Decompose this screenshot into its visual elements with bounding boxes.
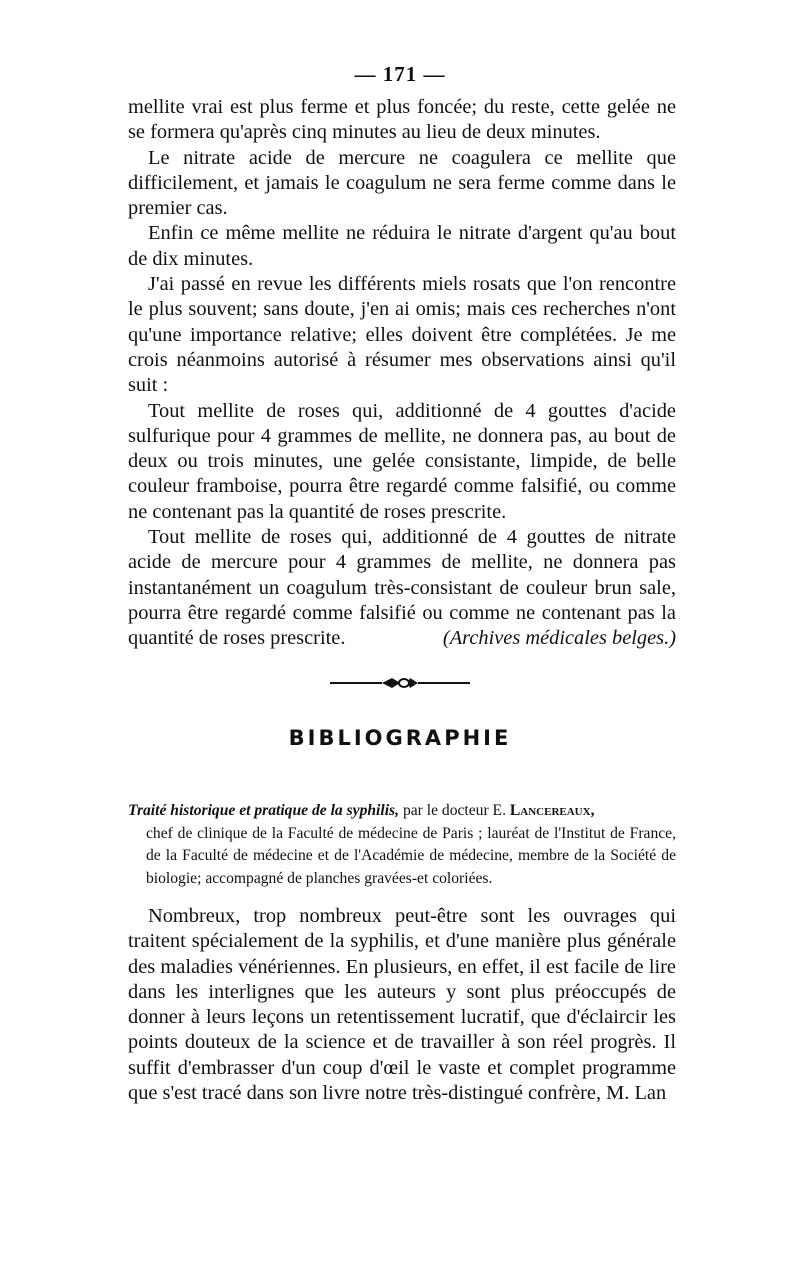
paragraph-4: J'ai passé en revue les différents miels rosats que l'on rencontre le plus souvent; sans doute, j'en ai omis; mais ces recherches n'ont qu'une importance relative; elles doivent être complétées. Je me crois néanmoins autorisé à résumer mes observations ainsi qu'il suit : — [128, 273, 676, 397]
section-heading: BIBLIOGRAPHIE — [288, 726, 512, 750]
bibliography-entry — [128, 800, 676, 890]
source-citation: (Archives médicales belges.) — [442, 627, 676, 650]
review-paragraph: Nombreux, trop nombreux peut-être sont les ouvrages qui traitent spécialement de la syphilis, et d'une manière plus générale des maladies vénériennes. En plusieurs, en effet, il est facile de lire dans les interlignes que les auteurs y sont plus préoccupés de donner à leurs leçons un retentissement lucratif, que d'éclaircir les points douteux de la science et de travailler à son réel progrès. Il suffit d'embrasser d'un coup d'œil le vaste et complet programme que s'est tracé dans son livre notre très-distingué confrère, M. Lan — [128, 905, 676, 1105]
book-details: chef de clinique de la Faculté de médecine de Paris ; lauréat de l'Institut de France, de la Faculté de médecine et de l'Académie de médecine, membre de la Société de biologie; accompagné de planches gravées-et coloriées. — [146, 824, 676, 887]
page-number: — 171 — — [354, 62, 446, 86]
paragraph-5: Tout mellite de roses qui, additionné de 4 gouttes d'acide sulfurique pour 4 grammes de mellite, ne donnera pas, au bout de deux ou trois minutes, une gelée consistante, limpide, de belle couleur framboise, pourra être regardé comme falsifié, ou comme ne contenant pas la quantité de roses prescrite. — [128, 399, 676, 523]
book-author: Lancereaux, — [509, 802, 595, 819]
book-title: Traité historique et pratique de la syphilis, — [128, 802, 400, 819]
paragraph-3: Enfin ce même mellite ne réduira le nitrate d'argent qu'au bout de dix minutes. — [128, 222, 676, 270]
book-by: par le docteur E. — [402, 802, 506, 819]
lower-text-block — [128, 904, 676, 1106]
paragraph-6-text: Tout mellite de roses qui, additionné de 4 gouttes de nitrate acide de mercure pour 4 grammes de mellite, ne donnera pas instantanément un coagulum très-consistant de couleur brun sale, pourra être regardé comme falsifié ou comme ne contenant pas la quantité de roses prescrite. — [128, 526, 676, 650]
upper-text-block — [128, 95, 676, 652]
section-divider-ornament — [330, 673, 470, 693]
paragraph-1: mellite vrai est plus ferme et plus foncée; du reste, cette gelée ne se formera qu'après cinq minutes au lieu de deux minutes. — [128, 96, 676, 144]
paragraph-6 — [128, 525, 676, 651]
paragraph-2: Le nitrate acide de mercure ne coagulera ce mellite que difficilement, et jamais le coagulum ne sera ferme comme dans le premier cas. — [128, 146, 676, 220]
